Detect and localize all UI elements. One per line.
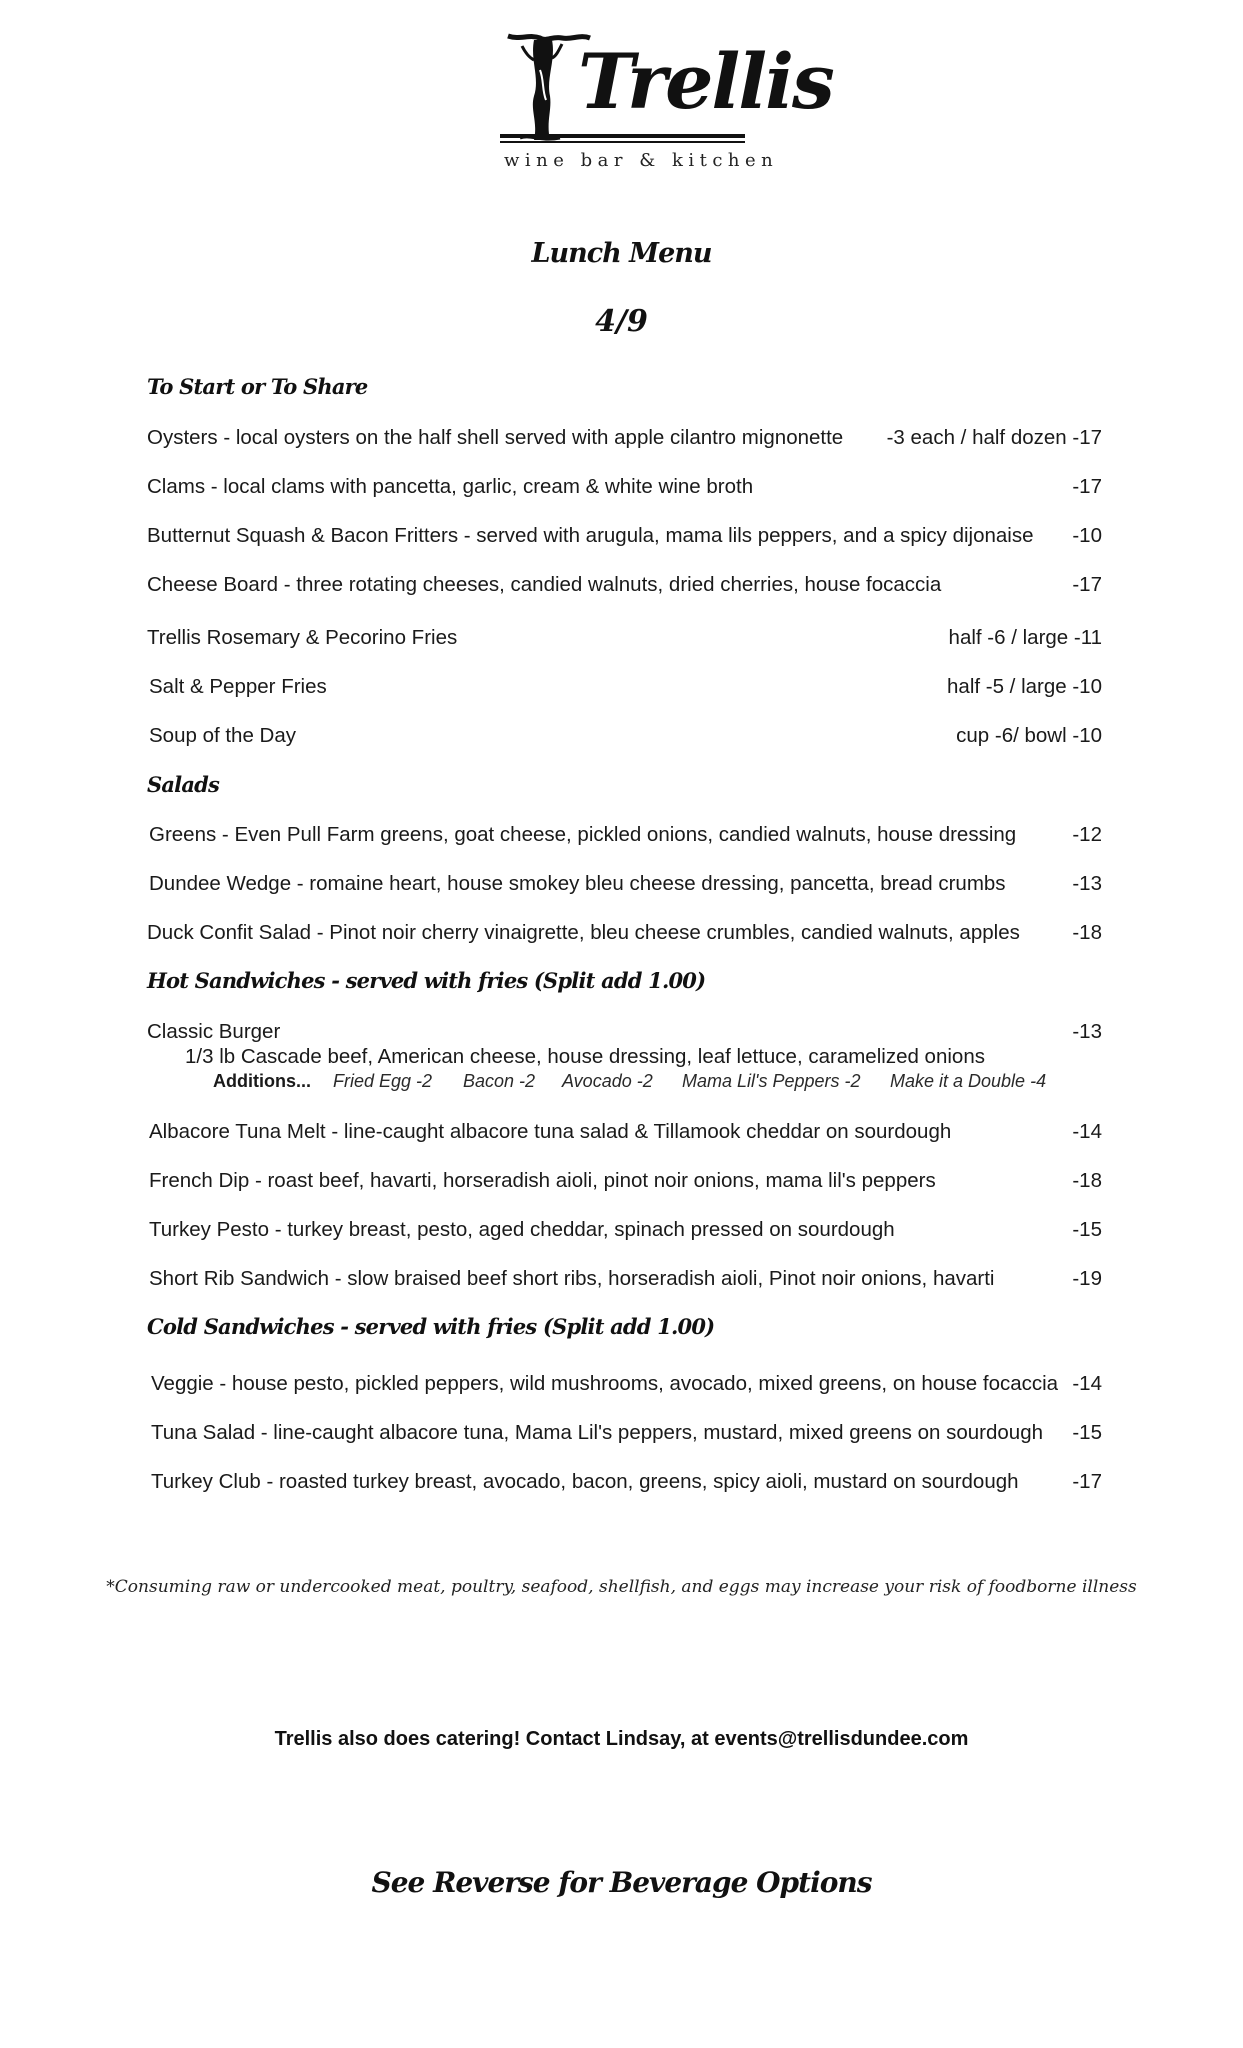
logo-underline-2 — [500, 141, 745, 143]
item-description: French Dip - roast beef, havarti, horseradish aioli, pinot noir onions, mama lil's peppers — [149, 1169, 936, 1192]
addition-option: Bacon -2 — [463, 1071, 536, 1091]
logo — [500, 30, 833, 171]
item-description: Oysters - local oysters on the half shell served with apple cilantro mignonette — [147, 426, 844, 449]
item-description: Salt & Pepper Fries — [149, 675, 327, 698]
item-name: Classic Burger — [147, 1020, 281, 1043]
item-price: -17 — [1072, 475, 1102, 498]
menu-item — [147, 424, 1102, 452]
menu-item — [147, 722, 1102, 750]
item-description: Short Rib Sandwich - slow braised beef short ribs, horseradish aioli, Pinot noir onions, havarti — [149, 1267, 995, 1290]
section-heading-cold-sandwiches: Cold Sandwiches - served with fries (Split add 1.00) — [147, 1314, 715, 1339]
item-price: -13 — [1072, 1020, 1102, 1043]
item-description: Cheese Board - three rotating cheeses, candied walnuts, dried cherries, house focaccia — [147, 573, 942, 596]
item-description: Turkey Club - roasted turkey breast, avocado, bacon, greens, spicy aioli, mustard on sourdough — [151, 1470, 1019, 1493]
menu-item — [147, 624, 1102, 652]
menu-item — [147, 1167, 1102, 1195]
item-description: Soup of the Day — [149, 724, 297, 747]
item-price: -15 — [1072, 1218, 1102, 1241]
reverse-note: See Reverse for Beverage Options — [371, 1866, 872, 1899]
menu-item — [147, 1370, 1102, 1398]
menu-item — [147, 571, 1102, 599]
addition-option: Fried Egg -2 — [333, 1071, 433, 1091]
item-description: Albacore Tuna Melt - line-caught albacore tuna salad & Tillamook cheddar on sourdough — [149, 1120, 952, 1143]
menu-title: Lunch Menu — [531, 238, 712, 269]
item-description: Dundee Wedge - romaine heart, house smokey bleu cheese dressing, pancetta, bread crumbs — [149, 872, 1006, 895]
item-price: -14 — [1072, 1372, 1102, 1395]
item-price: -15 — [1072, 1421, 1102, 1444]
item-price: cup -6/ bowl -10 — [956, 724, 1102, 747]
menu-item — [147, 821, 1102, 849]
item-price: -18 — [1072, 1169, 1102, 1192]
item-description: Butternut Squash & Bacon Fritters - served with arugula, mama lils peppers, and a spicy dijonaise — [147, 524, 1034, 547]
item-description: Veggie - house pesto, pickled peppers, wild mushrooms, avocado, mixed greens, on house focaccia — [151, 1372, 1059, 1395]
food-safety-disclaimer: *Consuming raw or undercooked meat, poultry, seafood, shellfish, and eggs may increase your risk of foodborne illness — [106, 1577, 1137, 1597]
logo-wordmark: Trellis — [578, 37, 833, 126]
menu-item — [147, 870, 1102, 898]
burger-description: 1/3 lb Cascade beef, American cheese, house dressing, leaf lettuce, caramelized onions — [185, 1045, 985, 1068]
catering-notice: Trellis also does catering! Contact Lindsay, at events@trellisdundee.com — [274, 1728, 969, 1750]
item-price: -10 — [1072, 524, 1102, 547]
menu-item — [147, 1419, 1102, 1447]
additions-label: Additions... — [213, 1071, 311, 1091]
menu-item — [147, 919, 1102, 947]
section-heading-hot-sandwiches: Hot Sandwiches - served with fries (Split add 1.00) — [147, 968, 706, 993]
item-price: half -5 / large -10 — [947, 675, 1102, 698]
menu-date: 4/9 — [595, 304, 648, 339]
menu-item — [147, 473, 1102, 501]
section-heading-start: To Start or To Share — [147, 374, 368, 399]
item-description: Tuna Salad - line-caught albacore tuna, Mama Lil's peppers, mustard, mixed greens on sourdough — [151, 1421, 1043, 1444]
menu-item — [147, 1216, 1102, 1244]
addition-option: Make it a Double -4 — [890, 1071, 1047, 1091]
logo-underline — [500, 134, 745, 138]
item-description: Turkey Pesto - turkey breast, pesto, aged cheddar, spinach pressed on sourdough — [149, 1218, 895, 1241]
menu-item-burger — [147, 1018, 1102, 1046]
item-price: -12 — [1072, 823, 1102, 846]
menu-item — [147, 522, 1102, 550]
menu-item — [147, 1468, 1102, 1496]
item-description: Duck Confit Salad - Pinot noir cherry vinaigrette, bleu cheese crumbles, candied walnuts, apples — [147, 921, 1020, 944]
item-description: Trellis Rosemary & Pecorino Fries — [147, 626, 458, 649]
menu-item — [147, 1265, 1102, 1293]
item-price: -17 — [1072, 573, 1102, 596]
item-price: -19 — [1072, 1267, 1102, 1290]
item-price: -3 each / half dozen -17 — [886, 426, 1102, 449]
item-price: -14 — [1072, 1120, 1102, 1143]
item-description: Clams - local clams with pancetta, garlic, cream & white wine broth — [147, 475, 754, 498]
item-price: -13 — [1072, 872, 1102, 895]
addition-option: Mama Lil's Peppers -2 — [682, 1071, 861, 1091]
menu-item — [147, 1118, 1102, 1146]
menu-item — [147, 673, 1102, 701]
item-price: -17 — [1072, 1470, 1102, 1493]
logo-tagline: wine bar & kitchen — [504, 150, 779, 171]
addition-option: Avocado -2 — [562, 1071, 653, 1091]
item-price: -18 — [1072, 921, 1102, 944]
item-price: half -6 / large -11 — [948, 626, 1102, 649]
section-heading-salads: Salads — [147, 772, 220, 797]
item-description: Greens - Even Pull Farm greens, goat cheese, pickled onions, candied walnuts, house dressing — [149, 823, 1017, 846]
